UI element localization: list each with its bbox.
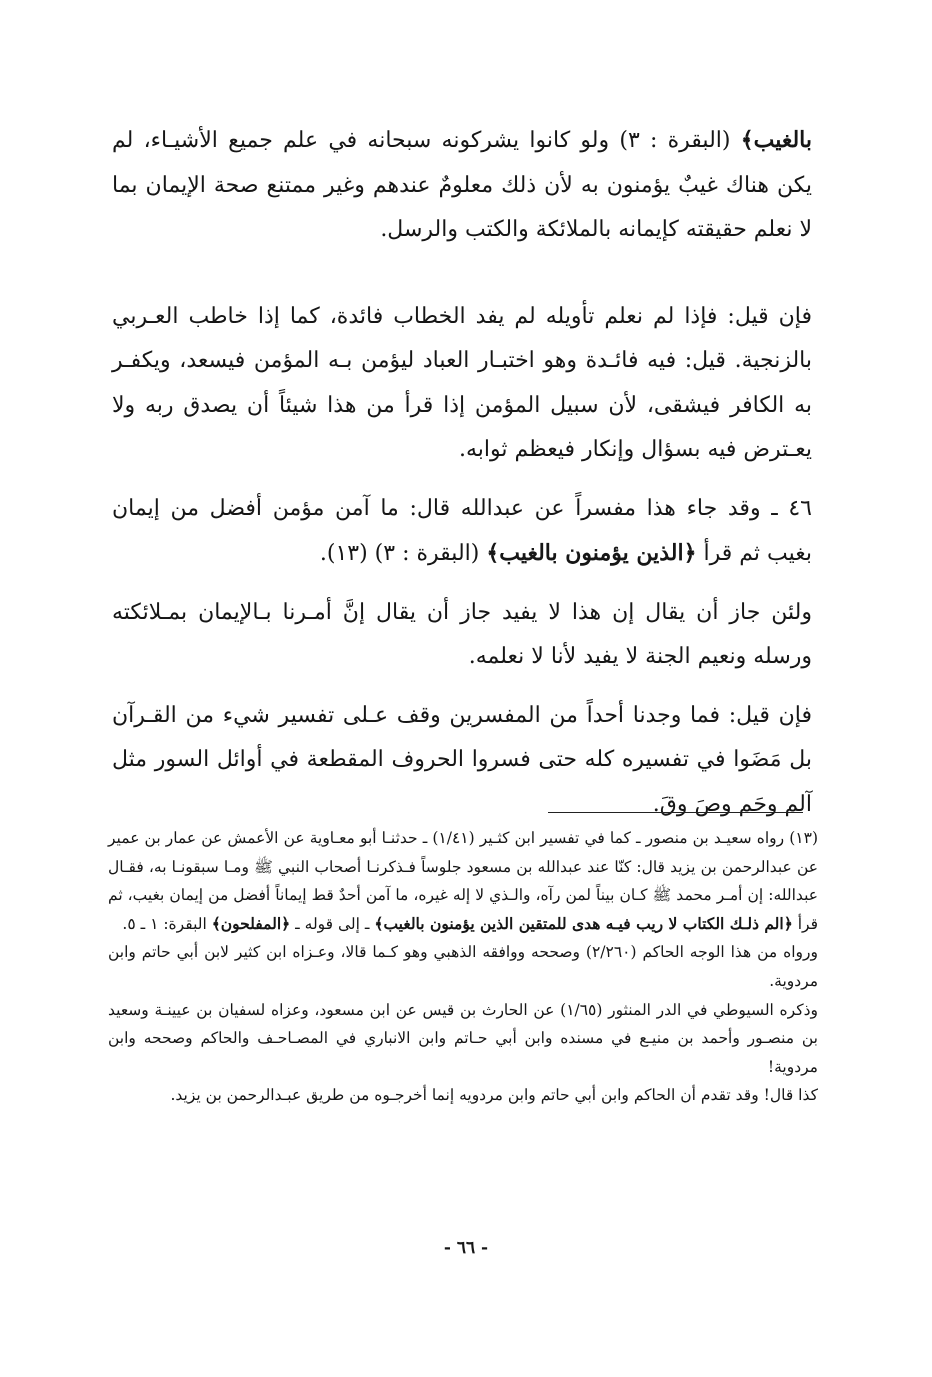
quran-quote: ﴿المفلحون﴾ (211, 913, 291, 933)
quran-quote: ﴿الذين يؤمنون بالغيب﴾ (486, 540, 697, 566)
footnote-paragraph-4: كذا قال! وقد تقدم أن الحاكم وابن أبي حاتم وابن مردويه إنما أخرجـوه من طريق عبـدالرحمن بن يزيد. (170, 1086, 818, 1105)
paragraph-text: ٤٦ ـ وقد جاء هذا مفسراً عن عبدالله قال: ما آمن مؤمن أفضل من إيمان بغيب ثم قرأ (112, 495, 812, 566)
footnote-paragraph-2: ورواه من هذا الوجه الحاكم (٢/٢٦٠) وصححه ووافقه الذهبي وهو كـما قالا، وعـزاه ابن كثير لابن أبي حاتم وابن مردوية. (108, 943, 819, 990)
paragraph-text: (البقرة : ٣) ولو كانوا يشركونه سبحانه في علم جميع الأشيـاء، لم يكن هناك غيبٌ يؤمنون به لأن ذلك معلومٌ عندهم وغير ممتنع صحة الإيمان بما لا نعلم حقيقته كإيمانه بالملائكة والكتب والرسل. (112, 128, 812, 242)
paragraph-5: فإن قيل: فما وجدنا أحداً من المفسرين وقف عـلى تفسير شيء من القـرآن بل مَضَوا في تفسيره كله حتى فسروا الحروف المقطعة في أوائل السور مثل آلم وحَم وصَ وقَ. (112, 702, 812, 817)
main-text (112, 118, 812, 827)
paragraph-4: ولئن جاز أن يقال إن هذا لا يفيد جاز أن يقال إنَّ أمـرنا بـالإيمان بمـلائكته ورسله ونعيم الجنة لا يفيد لأنا لا نعلمه. (112, 599, 812, 669)
footnote-text: ـ إلى قوله ـ (290, 914, 375, 933)
paragraph-text: (البقرة : ٣) (١٣). (319, 541, 487, 566)
paragraph-3 (112, 487, 812, 577)
footnote-text: (١٣) رواه سعيـد بن منصور ـ كما في تفسير ابن كثـير (١/٤١) ـ حدثنـا أبو معـاوية عن الأعمش عن عمار بن عمير عن عبدالرحمن بن يزيد قال: كنّا عند عبدالله بن مسعود جلوساً فـذكرنـا أصحاب النبي ﷺ ومـا سبقونـا به، فقـال عبدالله: إن أمـر محمد ﷺ كـان بيناً لمن رآه، والـذي لا إله غيره، ما آمن أحدٌ قط إيماناً أفضل من إيمان بغيب، ثم قرأ (108, 829, 818, 933)
footnotes (108, 824, 818, 1110)
page-number: - ٦٦ - (443, 1238, 489, 1258)
footnote-paragraph-3: وذكره السيوطي في الدر المنثور (١/٦٥) عن الحارث بن قيس عن ابن مسعود، وعزاه لسفيان بن عيينـة وسعيد بن منصـور وأحمد بن منيـع في مسنده وابن أبي حـاتم وابن الانباري في المصـاحـف والحاكم وصححه وابن مردوية! (108, 1000, 818, 1076)
footnote-divider (548, 812, 803, 813)
footnote-text: البقرة: ١ ـ ٥. (122, 914, 212, 933)
paragraph-1 (112, 118, 812, 253)
paragraph-2: فإن قيل: فإذا لم نعلم تأويله لم يفد الخطاب فائدة، كما إذا خاطب العـربي بالزنجية. قيل: فيه فائـدة وهو اختبـار العباد ليؤمن بـه المؤمن فيسعد، ويكفـر به الكافر فيشقى، لأن سبيل المؤمن إذا قرأ من هذا شيئاً أن يصدق ربه ولا يعـترض فيه بسؤال وإنكار فيعظم ثوابه. (112, 303, 812, 462)
quran-quote: ﴿الم ذلـك الكتاب لا ريب فيـه هدى للمتقين الذين يؤمنون بالغيب﴾ (374, 913, 793, 933)
footnote-13 (108, 824, 818, 938)
quran-quote: بالغيب﴾ (740, 127, 812, 153)
